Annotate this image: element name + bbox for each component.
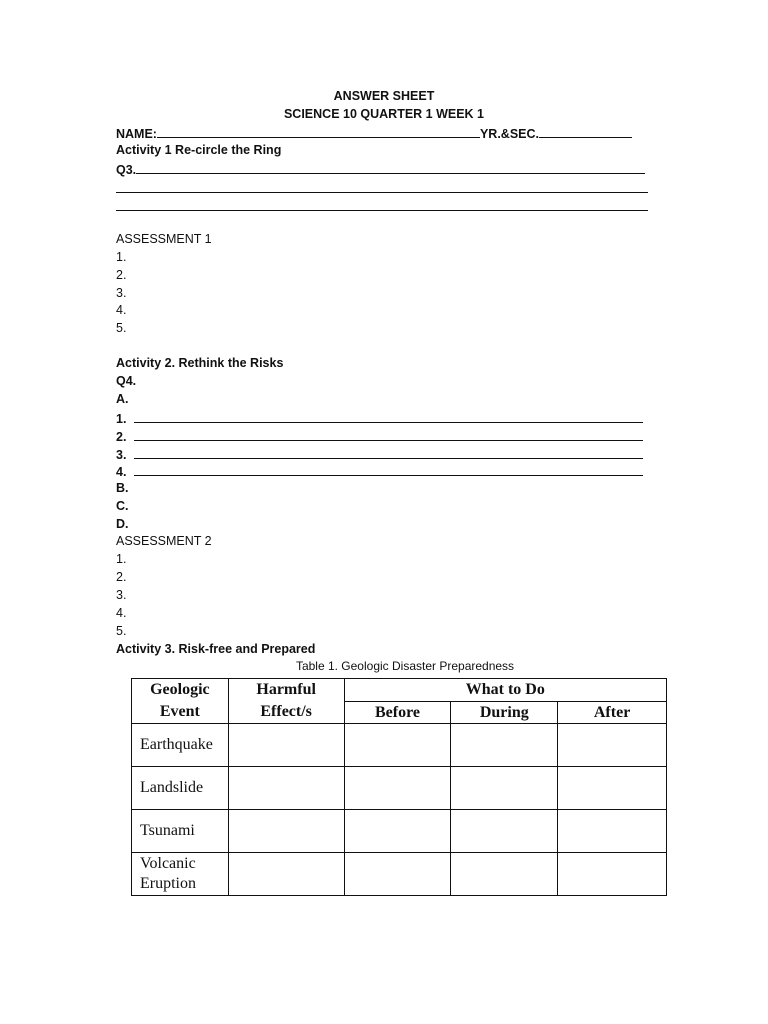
cell-harmful-effects[interactable]: [228, 724, 344, 767]
cell-after[interactable]: [558, 724, 667, 767]
part-a-answer-line[interactable]: [134, 428, 643, 441]
header-harmful-effects-line1: Harmful: [256, 681, 316, 698]
assessment1-item: 3.: [116, 286, 127, 300]
name-label: NAME:: [116, 127, 157, 141]
activity3-title: Activity 3. Risk-free and Prepared: [116, 642, 316, 656]
header-what-to-do: What to Do: [344, 679, 666, 702]
q3-answer-line[interactable]: [136, 161, 645, 174]
part-a-item-row: [116, 446, 643, 462]
activity1-question-row: [116, 161, 645, 177]
event-tsunami: Tsunami: [132, 810, 229, 853]
cell-before[interactable]: [344, 853, 451, 896]
event-earthquake: Earthquake: [132, 724, 229, 767]
activity1-question-label: Q3.: [116, 163, 137, 177]
cell-before[interactable]: [344, 767, 451, 810]
q3-answer-line-2[interactable]: [116, 192, 648, 193]
part-a-item-row: [116, 410, 643, 426]
cell-harmful-effects[interactable]: [228, 810, 344, 853]
part-a-answer-line[interactable]: [134, 410, 643, 423]
event-volcanic-eruption: [132, 853, 229, 896]
cell-after[interactable]: [558, 767, 667, 810]
header-after: After: [558, 702, 667, 724]
cell-during[interactable]: [451, 724, 558, 767]
cell-during[interactable]: [451, 853, 558, 896]
assessment2-item: 2.: [116, 570, 127, 584]
table-header-row: [132, 679, 667, 702]
event-volcanic-eruption-line1: Volcanic: [140, 855, 196, 872]
assessment2-item: 5.: [116, 624, 127, 638]
part-a-item-label: 1.: [116, 412, 127, 426]
part-a-item-row: [116, 428, 643, 444]
assessment1-item: 1.: [116, 250, 127, 264]
assessment1-item: 4.: [116, 303, 127, 317]
cell-before[interactable]: [344, 724, 451, 767]
activity2-question: Q4.: [116, 374, 137, 388]
header-harmful-effects-line2: Effect/s: [260, 703, 312, 720]
header-geologic-event: [132, 679, 229, 724]
yrsec-label: YR.&SEC.: [479, 127, 540, 141]
header-during: During: [451, 702, 558, 724]
cell-harmful-effects[interactable]: [228, 853, 344, 896]
sheet-title: ANSWER SHEET: [333, 89, 435, 103]
part-a-item-label: 4.: [116, 465, 127, 479]
q3-answer-line-3[interactable]: [116, 210, 648, 211]
activity2-part-a: A.: [116, 392, 129, 406]
event-landslide: Landslide: [132, 767, 229, 810]
cell-after[interactable]: [558, 853, 667, 896]
preparedness-table: [131, 678, 667, 896]
table-row: [132, 724, 667, 767]
activity2-title: Activity 2. Rethink the Risks: [116, 356, 284, 370]
header-geologic-event-line1: Geologic: [150, 681, 210, 698]
header-before: Before: [344, 702, 451, 724]
part-a-answer-line[interactable]: [134, 446, 643, 459]
assessment2-item: 3.: [116, 588, 127, 602]
assessment2-item: 4.: [116, 606, 127, 620]
activity2-part-c: C.: [116, 499, 129, 513]
table-caption: Table 1. Geologic Disaster Preparedness: [295, 659, 515, 673]
part-a-item-label: 3.: [116, 448, 127, 462]
assessment1-item: 2.: [116, 268, 127, 282]
cell-before[interactable]: [344, 810, 451, 853]
activity2-part-b: B.: [116, 481, 129, 495]
part-a-answer-line[interactable]: [134, 463, 643, 476]
activity2-part-d: D.: [116, 517, 129, 531]
assessment1-title: ASSESSMENT 1: [116, 232, 212, 246]
part-a-item-label: 2.: [116, 430, 127, 444]
activity1-title: Activity 1 Re-circle the Ring: [116, 143, 282, 157]
table-row: [132, 767, 667, 810]
table-row: [132, 810, 667, 853]
event-volcanic-eruption-line2: Eruption: [140, 875, 196, 892]
cell-harmful-effects[interactable]: [228, 767, 344, 810]
sheet-subtitle: SCIENCE 10 QUARTER 1 WEEK 1: [283, 107, 485, 121]
table-row: [132, 853, 667, 896]
yrsec-field[interactable]: [539, 125, 632, 138]
assessment2-title: ASSESSMENT 2: [116, 534, 212, 548]
header-geologic-event-line2: Event: [159, 703, 200, 720]
cell-during[interactable]: [451, 767, 558, 810]
assessment1-item: 5.: [116, 321, 127, 335]
header-harmful-effects: [228, 679, 344, 724]
assessment2-item: 1.: [116, 552, 127, 566]
cell-during[interactable]: [451, 810, 558, 853]
name-field[interactable]: [157, 125, 480, 138]
part-a-item-row: [116, 463, 643, 479]
cell-after[interactable]: [558, 810, 667, 853]
name-row: [116, 125, 632, 141]
